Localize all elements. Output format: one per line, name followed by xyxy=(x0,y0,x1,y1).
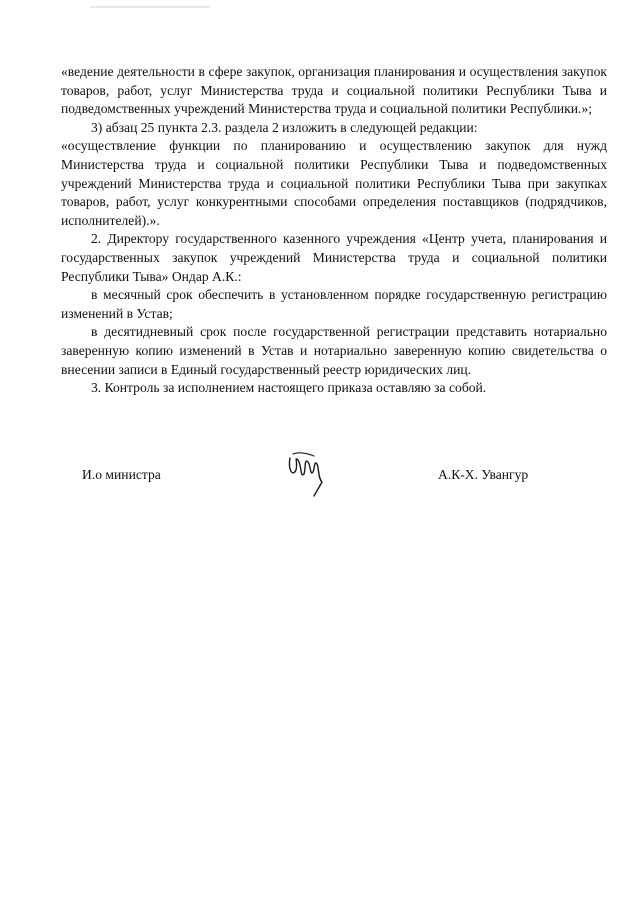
paragraph-7: 3. Контроль за исполнением настоящего приказа оставляю за собой. xyxy=(91,380,487,396)
paragraph-2: 3) абзац 25 пункта 2.3. раздела 2 изложить в следующей редакции: xyxy=(91,119,478,135)
paragraph-1: «ведение деятельности в сфере закупок, организация планирования и осуществления закупок товаров, работ, услуг Министерства труда и социальной политики Республики Тыва и подведомственных учреждений Министерства труда и социальной политики Республики.»; xyxy=(61,64,607,117)
paragraph-6: в десятидневный срок после государственной регистрации представить нотариально заверенную копию изменений в Устав и нотариально заверенную копию свидетельства о внесении записи в Единый государственный реестр юридических лиц. xyxy=(61,324,607,377)
paragraph-4: 2. Директору государственного казенного учреждения «Центр учета, планирования и государственных закупок учреждений Министерства труда и социальной политики Республики Тыва» Ондар А.К.: xyxy=(61,231,607,284)
paragraph-5: в месячный срок обеспечить в установленном порядке государственную регистрацию изменений в Устав; xyxy=(61,287,607,321)
signatory-title: И.о министра xyxy=(82,467,161,482)
document-body xyxy=(61,63,607,398)
scan-artifact xyxy=(90,6,210,8)
handwritten-signature xyxy=(284,448,328,500)
paragraph-3: «осуществление функции по планированию и осуществлению закупок для нужд Министерства труда и социальной политики Республики Тыва и подведомственных учреждений Министерства труда и социальной политики Республики Тыва при закупках товаров, работ, услуг конкурентными способами определения поставщиков (подрядчиков, исполнителей).». xyxy=(61,138,607,228)
signatory-name: А.К-Х. Увангур xyxy=(438,467,529,482)
